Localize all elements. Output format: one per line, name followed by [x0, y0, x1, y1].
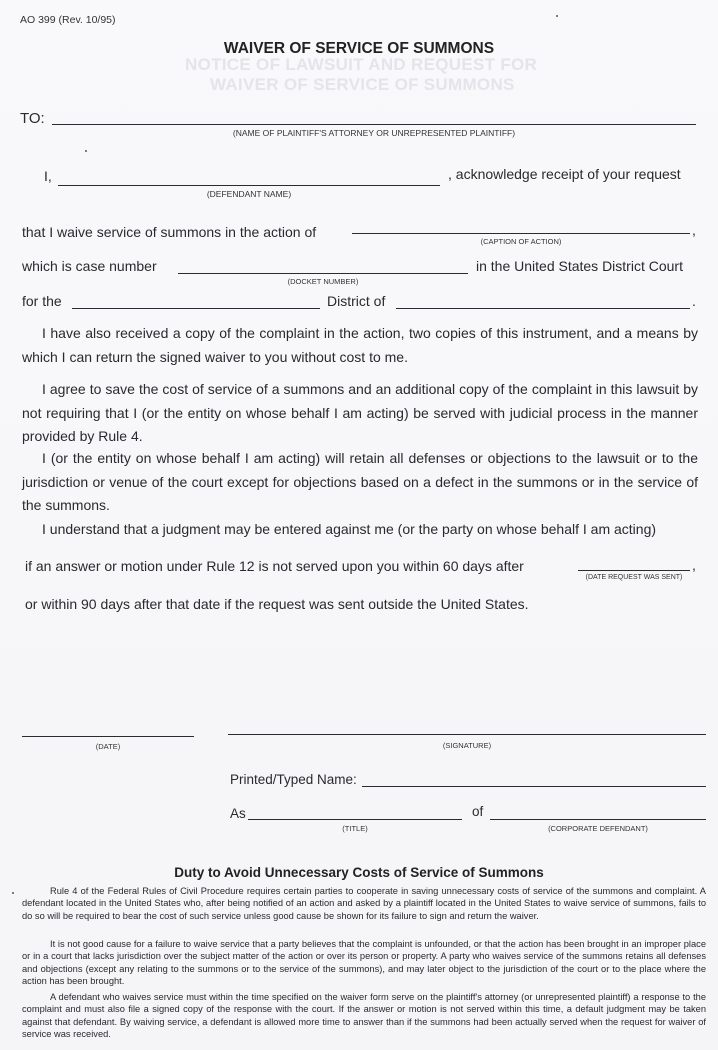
answer-text: if an answer or motion under Rule 12 is not served upon you within 60 days after: [25, 558, 524, 574]
date-field[interactable]: [22, 736, 194, 737]
title-caption: (TITLE): [342, 824, 368, 833]
district-of-label: District of: [327, 293, 386, 309]
paragraph-agree: [22, 378, 698, 449]
form-number: AO 399 (Rev. 10/95): [20, 14, 116, 26]
caption-of-action-caption: (CAPTION OF ACTION): [480, 237, 562, 246]
corporate-defendant-caption: (CORPORATE DEFENDANT): [548, 824, 648, 833]
docket-number-field[interactable]: [178, 273, 468, 274]
action-suffix: ,: [692, 222, 696, 238]
scan-speck: [556, 15, 558, 17]
paragraph-receipt: [22, 322, 698, 369]
paragraph-text: I have also received a copy of the complaint in the action, two copies of this instrument, and a means by which I can return the signed waiver to you without cost to me.: [22, 325, 698, 365]
district-state-field[interactable]: [396, 308, 690, 309]
duty-text: A defendant who waives service must within the time specified on the waiver form serve on the plaintiff's attorney (or unrepresented plaintiff) a response to the complaint and must also file a signed copy of the response with the court. If the answer or motion is not served within this time, a default judgment may be taken against that defendant. By waiving service, a defendant is allowed more time to answer than if the summons had been actually served when the request for waiver of service was received.: [22, 992, 706, 1040]
bleed-through-text: WAIVER OF SERVICE OF SUMMONS: [210, 75, 515, 94]
acknowledge-text: , acknowledge receipt of your request: [448, 166, 681, 182]
docket-number-caption: (DOCKET NUMBER): [287, 277, 359, 286]
scan-speck: [12, 892, 14, 894]
duty-text: It is not good cause for a failure to waive service that a party believes that the complaint is unfounded, or that the action has been brought in an improper place or in a court that lacks jurisdiction over the subject matter of the action or over its person or property. A party who waives service of the summons retains all defenses and objections (except any relating to the summons or to the service of the summons), and may later object to the jurisdiction of the court or to the place where the action has been brought.: [22, 939, 706, 987]
defendant-prefix: I,: [44, 168, 52, 184]
date-request-sent-field[interactable]: [578, 570, 690, 571]
district-division-field[interactable]: [72, 308, 320, 309]
printed-name-field[interactable]: [362, 786, 706, 787]
page-title: WAIVER OF SERVICE OF SUMMONS: [223, 40, 495, 57]
duty-heading: Duty to Avoid Unnecessary Costs of Service of Summons: [174, 865, 544, 880]
action-prefix: that I waive service of summons in the action of: [22, 224, 317, 240]
signature-caption: (SIGNATURE): [442, 741, 492, 750]
bleed-through-text: NOTICE OF LAWSUIT AND REQUEST FOR: [185, 55, 538, 74]
of-label: of: [472, 804, 484, 819]
plaintiff-attorney-field[interactable]: [52, 124, 696, 125]
paragraph-text: I agree to save the cost of service of a summons and an additional copy of the complaint in this lawsuit by not requiring that I (or the entity on whose behalf I am acting) be served with judicial process in the manner provided by Rule 4.: [22, 381, 698, 444]
paragraph-text: I understand that a judgment may be entered against me (or the party on whose behalf I am acting): [42, 521, 657, 537]
printed-name-label: Printed/Typed Name:: [230, 772, 357, 787]
duty-paragraph-response: [22, 991, 706, 1041]
answer-suffix: ,: [692, 557, 696, 573]
case-prefix: which is case number: [22, 258, 157, 274]
as-label: As: [230, 806, 246, 821]
date-caption: (DATE): [95, 742, 121, 751]
to-label: TO:: [20, 110, 45, 127]
duty-paragraph-good-cause: [22, 938, 706, 988]
outside-us-text: or within 90 days after that date if the request was sent outside the United States.: [25, 596, 529, 612]
district-prefix: for the: [22, 293, 62, 309]
corporate-defendant-field[interactable]: [490, 819, 706, 820]
case-suffix: in the United States District Court: [476, 258, 683, 274]
paragraph-text: I (or the entity on whose behalf I am acting) will retain all defenses or objections to the lawsuit or to the jurisdiction or venue of the court except for objections based on a defect in the summons or in the service of the summons.: [22, 450, 698, 513]
paragraph-judgment: [22, 518, 698, 542]
defendant-name-caption: (DEFENDANT NAME): [206, 189, 292, 199]
title-field[interactable]: [248, 819, 462, 820]
district-suffix: .: [692, 293, 696, 309]
scan-speck: [85, 150, 87, 152]
paragraph-retain: [22, 447, 698, 518]
duty-text: Rule 4 of the Federal Rules of Civil Procedure requires certain parties to cooperate in saving unnecessary costs of service of the summons and complaint. A defendant located in the United States who, after being notified of an action and asked by a plaintiff located in the United States to waive service of summons, fails to do so will be required to bear the cost of such service unless good cause be shown for its failure to sign and return the waiver.: [22, 886, 706, 921]
duty-paragraph-rule4: [22, 885, 706, 922]
plaintiff-attorney-caption: (NAME OF PLAINTIFF'S ATTORNEY OR UNREPRESENTED PLAINTIFF): [232, 128, 516, 138]
caption-of-action-field[interactable]: [352, 233, 690, 234]
defendant-name-field[interactable]: [58, 185, 440, 186]
signature-field[interactable]: [228, 734, 706, 735]
date-request-sent-caption: (DATE REQUEST WAS SENT): [585, 574, 683, 581]
